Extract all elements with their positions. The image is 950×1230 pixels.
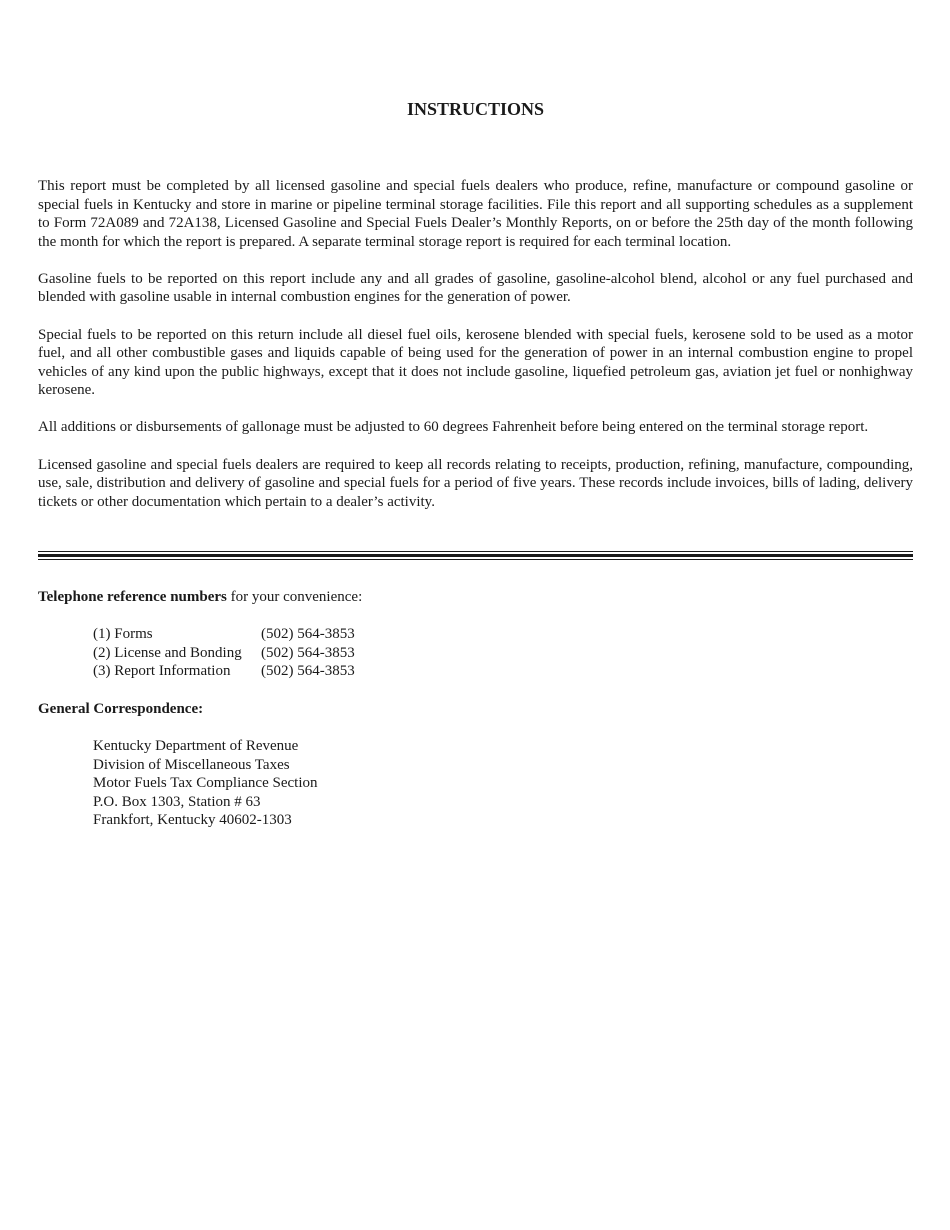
address-line: Frankfort, Kentucky 40602-1303 <box>93 812 292 829</box>
telephone-row-forms <box>93 625 355 644</box>
divider-line-middle <box>38 554 913 557</box>
paragraph-gasoline-fuels: Gasoline fuels to be reported on this report include any and all grades of gasoline, gasoline-alcohol blend, alcohol or any fuel purchased and blended with gasoline usable in internal combustion engines for the generation of power. <box>38 270 913 306</box>
address-line: P.O. Box 1303, Station # 63 <box>93 793 261 810</box>
telephone-heading-bold: Telephone reference numbers <box>38 589 227 605</box>
divider-line-top <box>38 551 913 552</box>
section-divider <box>38 551 913 560</box>
telephone-number: (502) 564-3853 <box>261 626 355 642</box>
telephone-heading-rest: for your convenience: <box>226 589 363 605</box>
instructions-body <box>38 177 913 530</box>
telephone-label: (3) Report Information <box>93 663 231 680</box>
mailing-address <box>93 737 317 830</box>
paragraph-dealers: This report must be completed by all licensed gasoline and special fuels dealers who produce, refine, manufacture or compound gasoline or special fuels in Kentucky and store in marine or pipeline terminal storage facilities. File this report and all supporting schedules as a supplement to Form 72A089 and 72A138, Licensed Gasoline and Special Fuels Dealer’s Monthly Reports, on or before the 25th day of the month following the month for which the report is prepared. A separate terminal storage report is required for each terminal location. <box>38 178 913 250</box>
paragraph-records: Licensed gasoline and special fuels dealers are required to keep all records relating to receipts, production, refining, manufacture, compounding, use, sale, distribution and delivery of gasoline and special fuels for a period of five years. These records include invoices, bills of lading, delivery tickets or other documentation which pertain to a dealer’s activity. <box>38 456 913 510</box>
telephone-number: (502) 564-3853 <box>261 644 355 661</box>
page-title: INSTRUCTIONS <box>406 99 545 119</box>
telephone-list <box>93 625 355 681</box>
telephone-label: (2) License and Bonding <box>93 644 242 661</box>
correspondence-heading: General Correspondence: <box>38 701 204 717</box>
telephone-row-report <box>93 662 355 681</box>
telephone-label: (1) Forms <box>93 626 153 642</box>
address-line: Motor Fuels Tax Compliance Section <box>93 775 318 792</box>
telephone-row-license <box>93 644 355 663</box>
paragraph-gallonage: All additions or disbursements of gallonage must be adjusted to 60 degrees Fahrenheit before being entered on the terminal storage report. <box>38 419 869 436</box>
divider-line-bottom <box>38 559 913 560</box>
paragraph-special-fuels: Special fuels to be reported on this return include all diesel fuel oils, kerosene blended with special fuels, kerosene sold to be used as a motor fuel, and all other combustible gases and liquids capable of being used for the generation of power in an internal combustion engine to propel vehicles of any kind upon the public highways, except that it does not include gasoline, liquefied petroleum gas, aviation jet fuel or nonhighway kerosene. <box>38 326 913 399</box>
telephone-number: (502) 564-3853 <box>261 663 355 680</box>
address-line: Division of Miscellaneous Taxes <box>93 756 290 773</box>
address-line: Kentucky Department of Revenue <box>93 738 299 754</box>
telephone-heading <box>38 588 362 607</box>
